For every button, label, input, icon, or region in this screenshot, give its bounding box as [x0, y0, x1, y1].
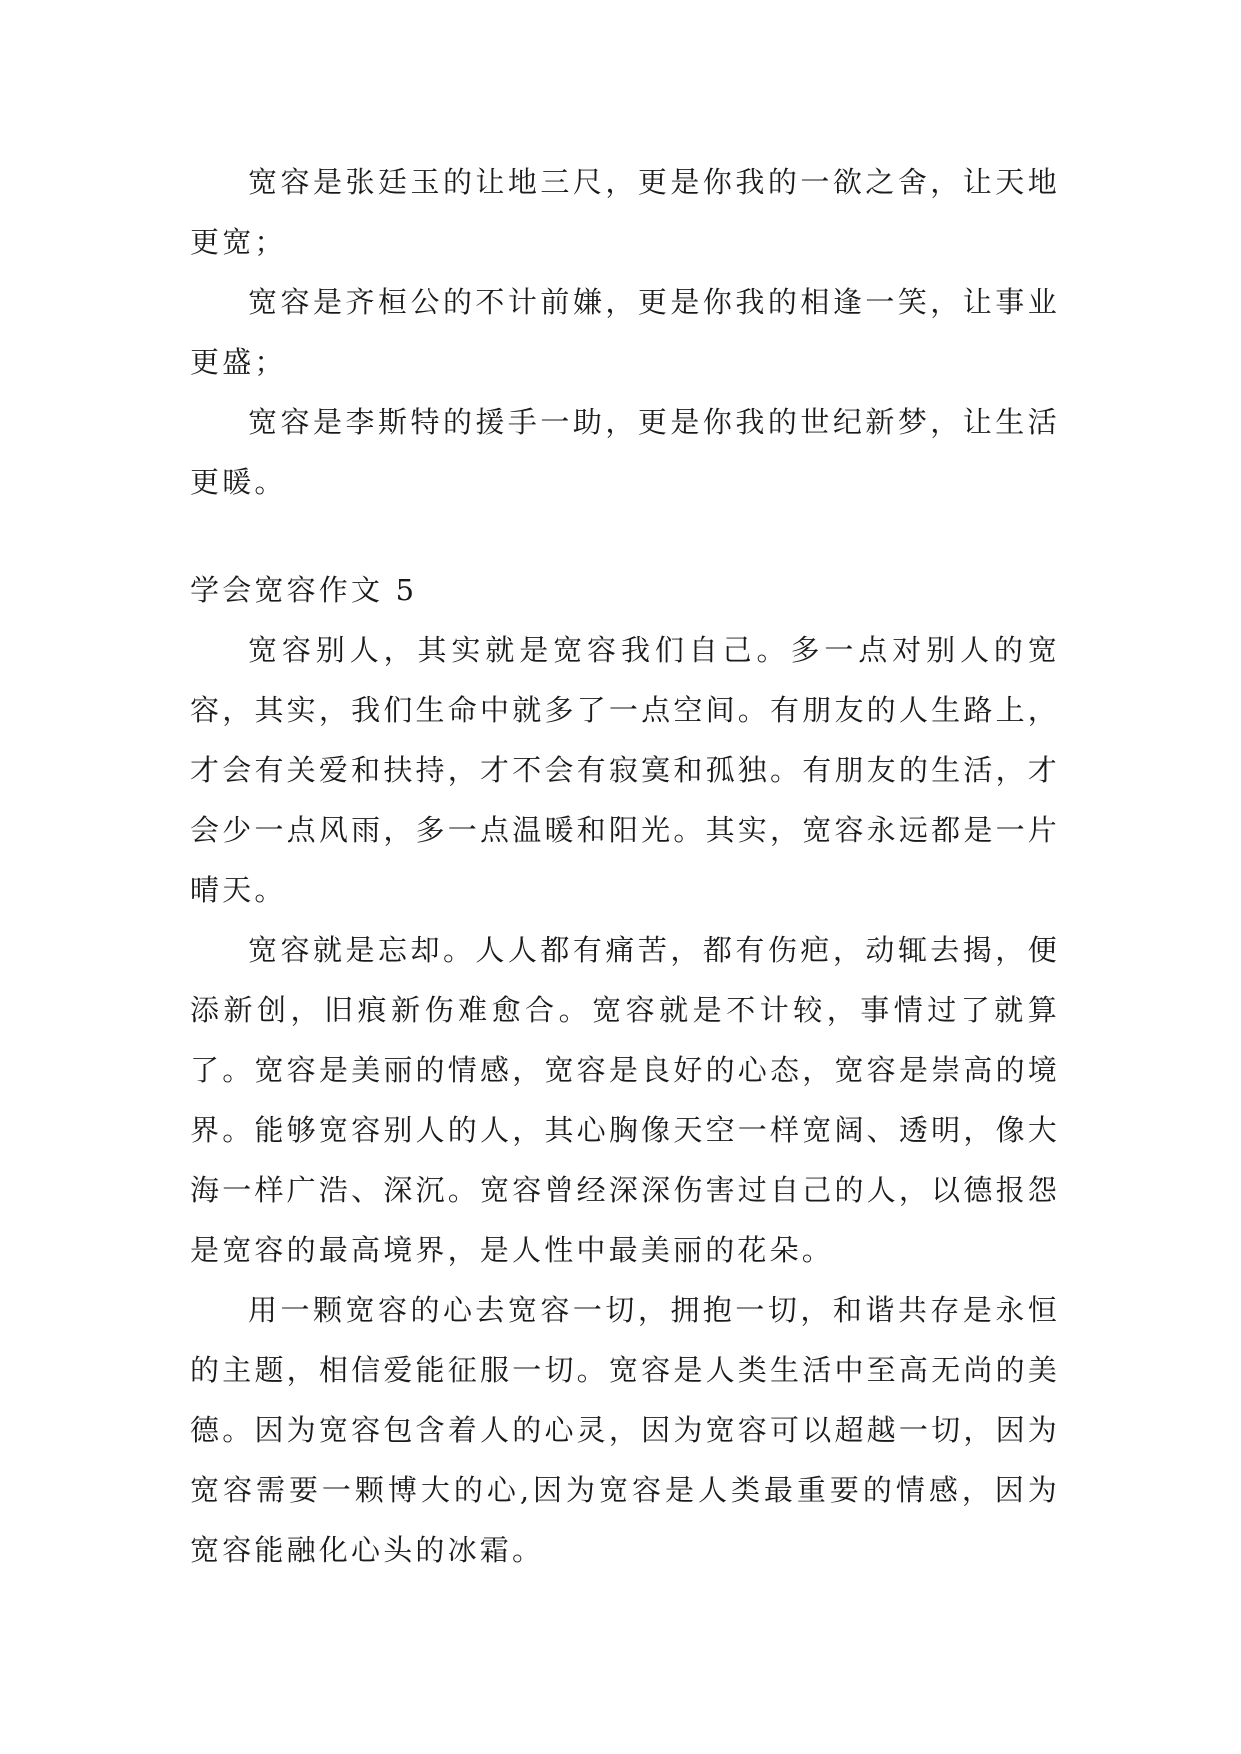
- paragraph: 宽容别人，其实就是宽容我们自己。多一点对别人的宽容，其实，我们生命中就多了一点空间。有朋友的人生路上，才会有关爱和扶持，才不会有寂寞和孤独。有朋友的生活，才会少一点风雨，多一点温暖和阳光。其实，宽容永远都是一片晴天。: [190, 633, 1060, 907]
- paragraph: 用一颗宽容的心去宽容一切，拥抱一切，和谐共存是永恒的主题，相信爱能征服一切。宽容是人类生活中至高无尚的美德。因为宽容包含着人的心灵，因为宽容可以超越一切，因为宽容需要一颗博大的心,因为宽容是人类最重要的情感，因为宽容能融化心头的冰霜。: [190, 1293, 1060, 1567]
- paragraph: 宽容就是忘却。人人都有痛苦，都有伤疤，动辄去揭，便添新创，旧痕新伤难愈合。宽容就是不计较，事情过了就算了。宽容是美丽的情感，宽容是良好的心态，宽容是崇高的境界。能够宽容别人的人，其心胸像天空一样宽阔、透明，像大海一样广浩、深沉。宽容曾经深深伤害过自己的人，以德报怨是宽容的最高境界，是人性中最美丽的花朵。: [190, 933, 1060, 1267]
- paragraph: 宽容是齐桓公的不计前嫌，更是你我的相逢一笑，让事业更盛；: [190, 285, 1060, 379]
- paragraph: 宽容是李斯特的援手一助，更是你我的世纪新梦，让生活更暖。: [190, 405, 1060, 499]
- document-body: [190, 152, 1060, 1580]
- section-title: 学会宽容作文 5: [190, 573, 418, 607]
- paragraph: 宽容是张廷玉的让地三尺，更是你我的一欲之舍，让天地更宽；: [190, 165, 1060, 259]
